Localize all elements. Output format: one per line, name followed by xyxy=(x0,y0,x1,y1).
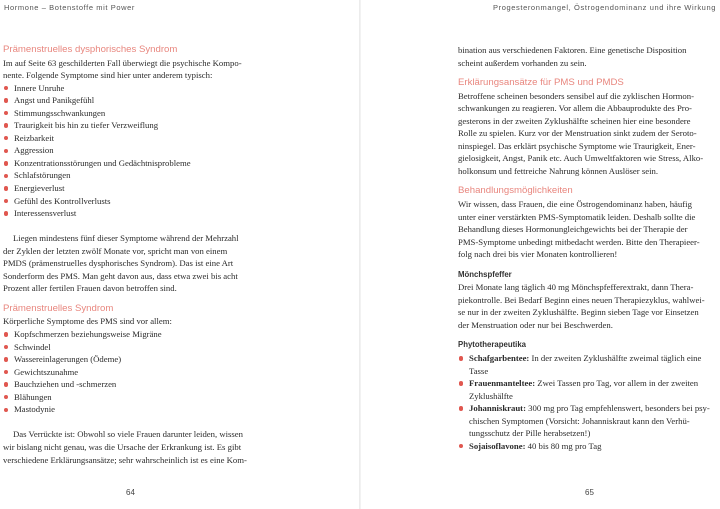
list-item: Schwindel xyxy=(3,341,271,354)
text-line: gesterons in der zweiten Zyklushälfte scheinen hier eine besondere xyxy=(458,115,691,126)
text-line: Im auf Seite 63 geschilderten Fall überwiegt die psychische Kompo- xyxy=(3,57,242,68)
list-item: Mastodynie xyxy=(3,403,271,416)
bullet-icon xyxy=(4,408,8,412)
bullet-icon xyxy=(4,111,8,115)
text-line: Betroffene scheinen besonders sensibel auf die zyklischen Hormon- xyxy=(458,90,695,101)
bullet-icon xyxy=(4,332,8,336)
list-item: Innere Unruhe xyxy=(3,82,271,95)
list-item: Blähungen xyxy=(3,391,271,404)
list-item: Kopfschmerzen beziehungsweise Migräne xyxy=(3,328,271,341)
text-line: Rolle zu spielen. Kurz vor der Menstruation sinkt zudem der Seroto- xyxy=(458,128,697,139)
pms-paragraph xyxy=(3,428,271,466)
section-heading-pms: Prämenstruelles Syndrom xyxy=(3,302,114,314)
bullet-icon xyxy=(4,345,8,349)
text-line: der Zyklen der letzten zwölf Monate vor, spricht man von einem xyxy=(3,245,228,256)
bullet-icon xyxy=(459,356,463,360)
monks-pepper-paragraph xyxy=(458,281,718,331)
bullet-icon xyxy=(4,149,8,153)
text-line: nente. Folgende Symptome sind hier unter anderem typisch: xyxy=(3,70,213,81)
list-item: Johanniskraut: 300 mg pro Tag empfehlenswert, besonders bei psy- chischen Symptomen (Vorsicht: Johanniskraut kann den Verhü- tungsschutz der Pille herabsetzen!) xyxy=(458,402,718,440)
text-line: PMDS (prämenstruelles dysphorisches Syndrom). Das ist eine Art xyxy=(3,258,234,269)
continued-paragraph xyxy=(458,44,718,69)
list-item: Interessensverlust xyxy=(3,207,271,220)
text-line: piekontrolle. Bei Bedarf Beginn eines neuen Therapiezyklus, wahlwei- xyxy=(458,294,705,305)
list-item: Sojaisoflavone: 40 bis 80 mg pro Tag xyxy=(458,440,718,453)
bullet-icon xyxy=(4,86,8,90)
running-head-left: Hormone – Botenstoffe mit Power xyxy=(4,3,136,12)
text-line: Behandlung dieses Hormonungleichgewichts bei der Therapie der xyxy=(458,224,688,235)
list-item: Stimmungsschwankungen xyxy=(3,107,271,120)
bullet-icon xyxy=(4,395,8,399)
subheading-monks-pepper: Mönchspfeffer xyxy=(458,269,512,279)
bullet-icon xyxy=(459,406,463,410)
text-line: ninspiegel. Das erklärt psychische Symptome wie Traurigkeit, Ener- xyxy=(458,140,696,151)
bullet-icon xyxy=(4,186,8,190)
bullet-icon xyxy=(4,370,8,374)
list-item: Frauenmanteltee: Zwei Tassen pro Tag, vor allem in der zweiten Zyklushälfte xyxy=(458,377,718,402)
text-line: Sonderform des PMS. Man geht davon aus, dass etwa zwei bis acht xyxy=(3,270,238,281)
pms-symptom-list xyxy=(3,328,271,416)
list-item: Schafgarbentee: In der zweiten Zyklushälfte zweimal täglich eine Tasse xyxy=(458,352,718,377)
pms-intro: Körperliche Symptome des PMS sind vor allem: xyxy=(3,316,172,327)
list-item: Aggression xyxy=(3,144,271,157)
subheading-phytotherapeutics: Phytotherapeutika xyxy=(458,340,527,350)
bullet-icon xyxy=(4,161,8,165)
bullet-icon xyxy=(4,136,8,140)
text-line: gielosigkeit, Angst, Panik etc. Auch Umweltfaktoren wie Stress, Alko- xyxy=(458,153,704,164)
running-head-right: Progesteronmangel, Östrogendominanz und ihre Wirkung xyxy=(493,3,716,12)
list-item: Wassereinlagerungen (Ödeme) xyxy=(3,353,271,366)
section-heading-explanations: Erklärungsansätze für PMS und PMDS xyxy=(458,77,624,89)
text-line: se nur in der zweiten Zyklushälfte. Beginn sieben Tage vor Einsetzen xyxy=(458,307,699,318)
text-line: wir bislang nicht genau, was die Ursache der Erkrankung ist. Es gibt xyxy=(3,441,242,452)
text-line: folg nach drei bis vier Monaten kontrollieren! xyxy=(458,249,618,260)
bullet-icon xyxy=(4,98,8,102)
list-item: Traurigkeit bis hin zu tiefer Verzweiflung xyxy=(3,119,271,132)
list-item: Reizbarkeit xyxy=(3,132,271,145)
text-line: bination aus verschiedenen Faktoren. Eine genetische Disposition xyxy=(458,45,687,55)
list-item: Gefühl des Kontrollverlusts xyxy=(3,195,271,208)
phyto-list xyxy=(458,352,718,452)
page-number-right: 65 xyxy=(585,488,594,497)
text-line: scheint außerdem vorhanden zu sein. xyxy=(458,57,587,68)
text-line: Liegen mindestens fünf dieser Symptome während der Mehrzahl xyxy=(13,233,239,244)
section-heading-treatment: Behandlungsmöglichkeiten xyxy=(458,185,573,197)
text-line: Wir wissen, dass Frauen, die eine Östrogendominanz haben, häufig xyxy=(458,199,692,210)
bullet-icon xyxy=(4,123,8,127)
bullet-icon xyxy=(4,174,8,178)
bullet-icon xyxy=(459,444,463,448)
list-item: Konzentrationsstörungen und Gedächtnisprobleme xyxy=(3,157,271,170)
text-line: Prozent aller fertilen Frauen davon betroffen sind. xyxy=(3,283,177,294)
list-item: Gewichtszunahme xyxy=(3,366,271,379)
bullet-icon xyxy=(4,382,8,386)
list-item: Schlafstörungen xyxy=(3,169,271,182)
bullet-icon xyxy=(4,357,8,361)
bullet-icon xyxy=(4,211,8,215)
list-item: Angst und Panikgefühl xyxy=(3,94,271,107)
page-number-left: 64 xyxy=(126,488,135,497)
pmds-paragraph xyxy=(3,232,271,295)
bullet-icon xyxy=(4,199,8,203)
list-item: Bauchziehen und -schmerzen xyxy=(3,378,271,391)
list-item: Energieverlust xyxy=(3,182,271,195)
explanations-paragraph xyxy=(458,90,718,178)
text-line: Drei Monate lang täglich 40 mg Mönchspfefferextrakt, dann Thera- xyxy=(458,282,694,293)
text-line: Das Verrückte ist: Obwohl so viele Frauen darunter leiden, wissen xyxy=(13,429,244,440)
left-page-column xyxy=(3,44,271,466)
book-gutter xyxy=(359,0,361,509)
text-line: unter einer verstärkten PMS-Symptomatik leiden. Deshalb sollte die xyxy=(458,211,696,222)
bullet-icon xyxy=(459,381,463,385)
text-line: holkonsum und fettreiche Nahrung können Auslöser sein. xyxy=(458,165,659,176)
section-heading-pmds: Prämenstruelles dysphorisches Syndrom xyxy=(3,44,178,55)
right-page-column xyxy=(458,44,718,452)
text-line: PMS-Symptome unbedingt mitbedacht werden. Bitte den Therapieer- xyxy=(458,236,700,247)
text-line: schwankungen zu reagieren. Vor allem die Abbauprodukte des Pro- xyxy=(458,103,692,114)
text-line: der Menstruation oder nur bei Beschwerden. xyxy=(458,319,613,330)
text-line: verschiedene Erklärungsansätze; sehr wahrscheinlich ist es eine Kom- xyxy=(3,454,247,465)
pmds-intro xyxy=(3,57,271,82)
treatment-paragraph xyxy=(458,198,718,261)
pmds-symptom-list xyxy=(3,82,271,220)
